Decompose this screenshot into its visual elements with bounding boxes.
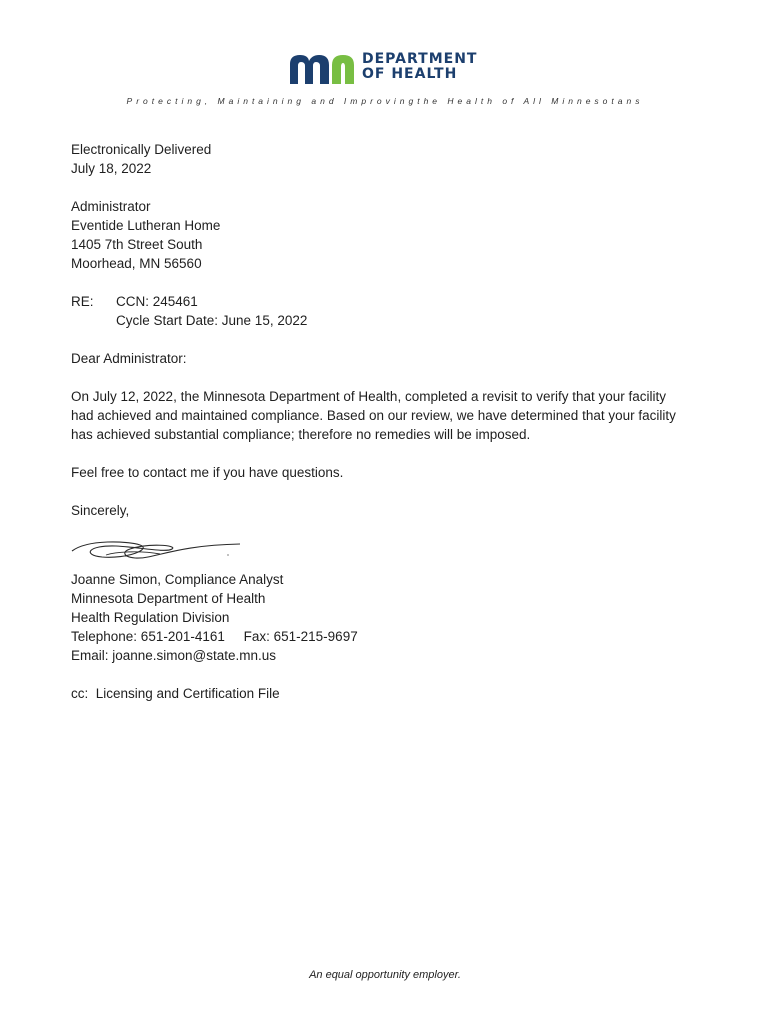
re-cycle-start: Cycle Start Date: June 15, 2022 — [116, 313, 308, 328]
signer-name-title: Joanne Simon, Compliance Analyst — [71, 572, 284, 587]
logo-line-department: DEPARTMENT — [362, 51, 478, 67]
signer-phone-fax: Telephone: 651-201-4161 Fax: 651-215-9697 — [71, 629, 358, 644]
closing: Sincerely, — [71, 503, 130, 518]
logo-line-of-health: OF HEALTH — [362, 66, 458, 82]
re-ccn: CCN: 245461 — [116, 294, 198, 309]
delivery-method: Electronically Delivered — [71, 142, 212, 157]
logo-text — [362, 52, 477, 82]
body-line: On July 12, 2022, the Minnesota Department of Health, completed a revisit to verify that your facility — [71, 389, 667, 404]
recipient-line: Administrator — [71, 199, 151, 214]
cc-line: cc: Licensing and Certification File — [71, 686, 280, 701]
handwritten-signature — [68, 535, 243, 565]
contact-line: Feel free to contact me if you have questions. — [71, 465, 344, 480]
mn-logo-mark — [288, 52, 356, 86]
body-line: has achieved substantial compliance; therefore no remedies will be imposed. — [71, 427, 531, 442]
signer-department: Minnesota Department of Health — [71, 591, 266, 606]
recipient-line: Eventide Lutheran Home — [71, 218, 221, 233]
body-line: had achieved and maintained compliance. Based on our review, we have determined that your facility — [71, 408, 676, 423]
re-label: RE: — [71, 294, 94, 309]
tagline: Protecting, Maintaining and Improvingthe Health of All Minnesotans — [126, 96, 644, 106]
recipient-line: Moorhead, MN 56560 — [71, 256, 202, 271]
letter-date: July 18, 2022 — [71, 161, 152, 176]
recipient-line: 1405 7th Street South — [71, 237, 203, 252]
signer-email: Email: joanne.simon@state.mn.us — [71, 648, 277, 663]
mdh-logo — [288, 52, 488, 86]
signer-division: Health Regulation Division — [71, 610, 230, 625]
salutation: Dear Administrator: — [71, 351, 187, 366]
footer-equal-opportunity: An equal opportunity employer. — [309, 969, 461, 981]
